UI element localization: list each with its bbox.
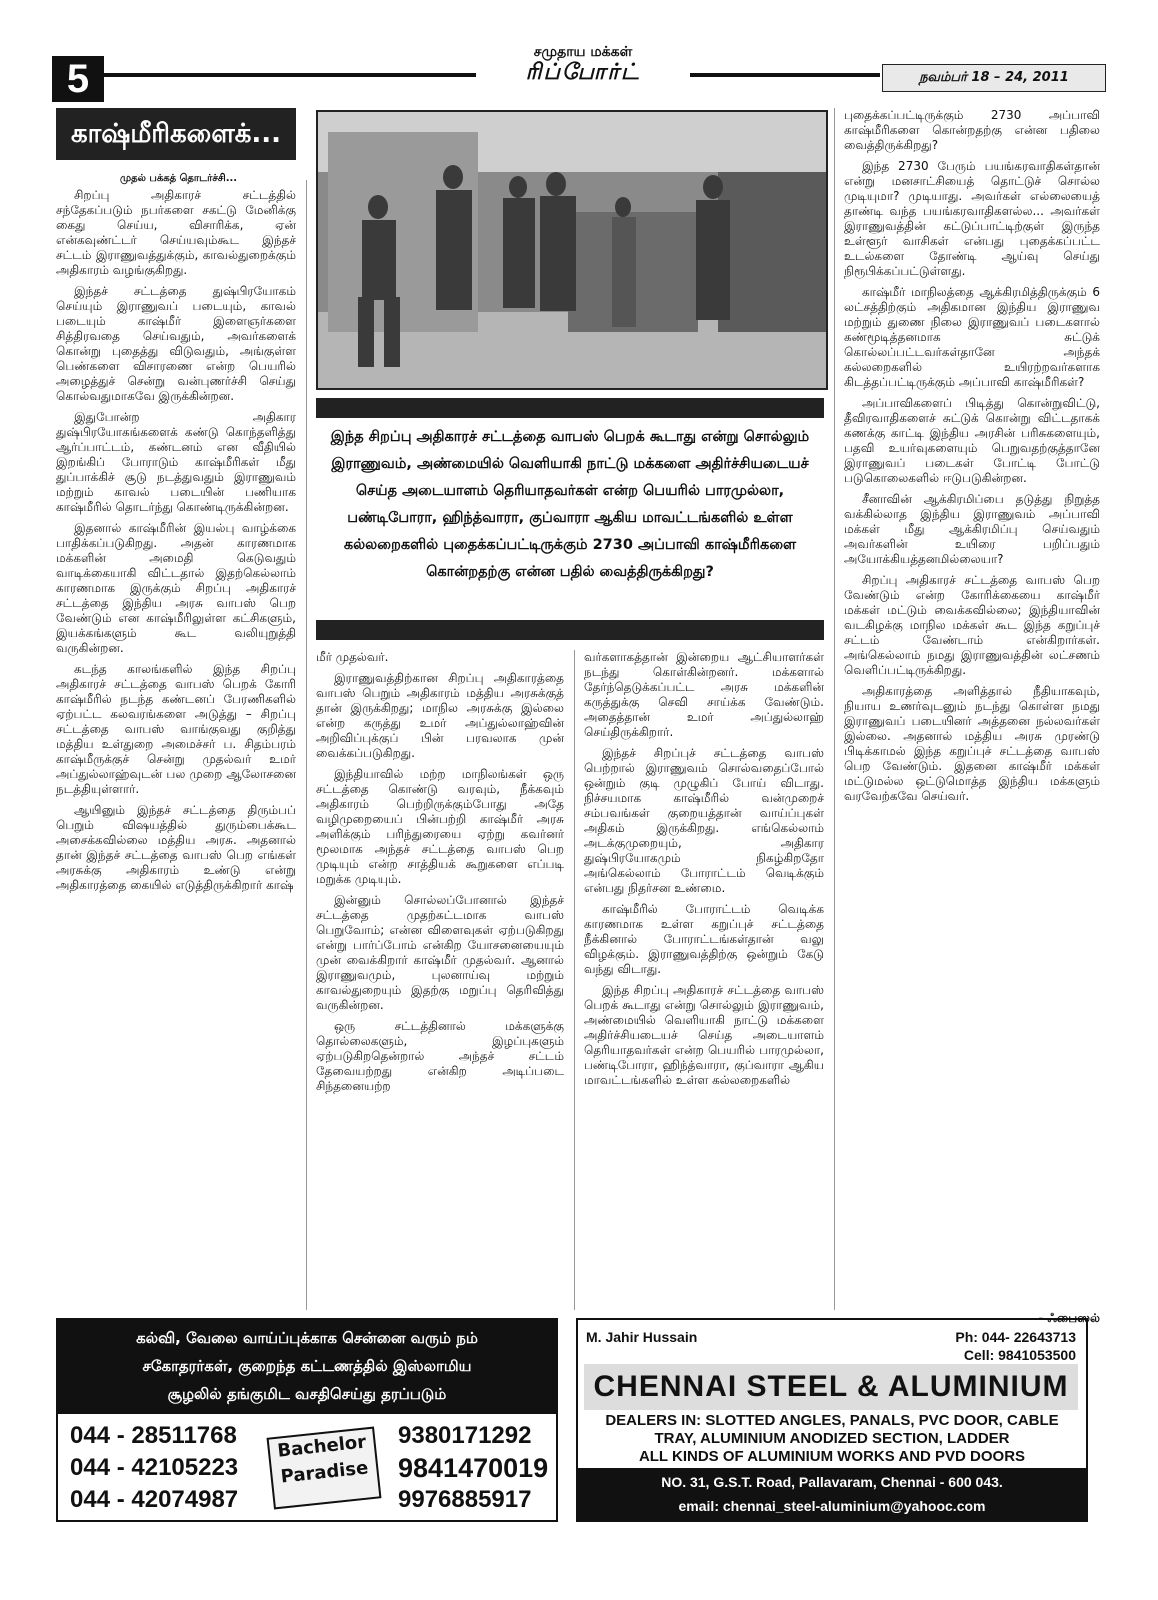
section-tag: காஷ்மீரிகளைக்...: [56, 108, 296, 160]
paragraph: அதிகாரத்தை அளித்தால் நீதியாகவும், நியாய உணர்வுடனும் நடந்து கொள்ள நமது இராணுவப் படையினர் அத்தனை நல்லவர்கள் இல்லை. அதனால் மத்திய அரசு முரண்டு பிடிக்காமல் இந்த கறுப்புச் சட்டத்தை வாபஸ் பெற வேண்டும். இதனை காஷ்மீர் மக்கள் மட்டுமல்ல ஒட்டுமொத்த இந்திய மக்களும் வரவேற்கவே செய்வர்.: [844, 684, 1100, 803]
company-address: NO. 31, G.S.T. Road, Pallavaram, Chennai - 600 043.: [661, 1474, 1003, 1490]
phone-number: 9841470019: [398, 1453, 549, 1483]
contact-cell: Cell: 9841053500: [963, 1347, 1076, 1363]
paragraph: அப்பாவிகளைப் பிடித்து கொன்றுவிட்டு, தீவிரவாதிகளைச் சுட்டுக் கொன்று விட்டதாகக் கணக்கு காட்டி இந்திய அரசின் பரிசுகளையும், பதவி உயர்வுகளையும் பெறுவதற்குத்தானே இராணுவப் படைகள் போட்டி போட்டு படுகொலைகளில் ஈடுபடுகின்றன.: [844, 396, 1100, 485]
paragraph: ஆயினும் இந்தச் சட்டத்தை திரும்பப் பெறும் விஷயத்தில் துரும்பைக்கூட அசைக்கவில்லை மத்திய அரசு. அதனால் தான் இந்தச் சட்டத்தை வாபஸ் பெற எங்கள் அரசுக்கு அதிகாரம் உண்டு என்று அதிகாரத்தை கையில் எடுத்திருக்கிறார் காஷ்: [56, 803, 296, 892]
paragraph: காஷ்மீர் மாநிலத்தை ஆக்கிரமித்திருக்கும் 6 லட்சத்திற்கும் அதிகமான இந்திய இராணுவ மற்றும் துணை நிலை இராணுவப் படைகளால் கண்மூடித்தனமாக சுட்டுக் கொல்லப்பட்டவர்கள்தானே அந்தக் கல்லறைகளில் உயிரற்றவர்களாக கிடத்தப்பட்டிருக்கும் அப்பாவி காஷ்மீரிகள்?: [844, 285, 1100, 389]
mobile-list: [398, 1420, 548, 1516]
bachelor-paradise-logo: [267, 1427, 382, 1510]
paragraph: இதனால் காஷ்மீரின் இயல்பு வாழ்க்கை பாதிக்கப்படுகிறது. அதன் காரணமாக மக்களின் அமைதி கெடுவதும் வாடிக்கையாகி விட்டதால் இதற்கெல்லாம் காரணமாக இருக்கும் சிறப்பு அதிகாரச் சட்டத்தை இந்திய அரசு வாபஸ் பெற வேண்டும் என காஷ்மீரிலுள்ள கட்சிகளும், இயக்கங்களும் கூட வலியுறுத்தி வருகின்றன.: [56, 521, 296, 655]
ad-headline-line: சூழலில் தங்குமிட வசதிசெய்து தரப்படும்: [167, 1385, 447, 1403]
masthead-top: சமுதாய மக்கள்: [533, 44, 633, 60]
ad-headline-line: கல்வி, வேலை வாய்ப்புக்காக சென்னை வரும் நம்: [136, 1329, 478, 1347]
article-column-4: [844, 108, 1100, 1310]
hostel-advertisement: [56, 1318, 558, 1522]
paragraph: காஷ்மீரில் போராட்டம் வெடிக்க காரணமாக உள்ள கறுப்புச் சட்டத்தை நீக்கினால் போராட்டங்கள்தான் வலு விழக்கும். இராணுவத்திற்கு ஒன்றும் கேடு வந்து விடாது.: [584, 902, 824, 976]
phone-number: 044 - 28511768: [70, 1422, 237, 1449]
paragraph: இதுபோன்ற அதிகார துஷ்பிரயோகங்களைக் கண்டு கொந்தளித்து ஆர்ப்பாட்டம், கண்டனம் என வீதியில் இறங்கிப் போராடும் காஷ்மீரிகள் மீது துப்பாக்கிச் சூடு நடத்துவதும் இராணுவம் மற்றும் காவல் படையின் பணியாக காஷ்மீரில் தொடர்ந்து கொண்டிருக்கின்றன.: [56, 410, 296, 514]
ad-headline-line: சகோதரர்கள், குறைந்த கட்டணத்தில் இஸ்லாமிய: [142, 1357, 472, 1375]
paragraph: சீனாவின் ஆக்கிரமிப்பை தடுத்து நிறுத்த வக்கில்லாத இந்திய இராணுவம் அப்பாவி மக்கள் மீது ஆக்கிரமிப்பு செய்வதும் அவர்களின் உயிரை பறிப்பதும் அயோக்கியத்தனமில்லையா?: [844, 492, 1100, 566]
paragraph: புதைக்கப்பட்டிருக்கும் 2730 அப்பாவி காஷ்மீரிகளை கொன்றதற்கு என்ன பதிலை வைத்திருக்கிறது?: [844, 108, 1100, 152]
paragraph: கடந்த காலங்களில் இந்த சிறப்பு அதிகாரச் சட்டத்தை வாபஸ் பெறக் கோரி காஷ்மீரில் நடந்த கண்டனப் பேரணிகளில் ஏற்பட்ட கலவரங்களை அடுத்து – சிறப்பு சட்டத்தை வாபஸ் வாங்குவது குறித்து மத்திய உள்துறை அமைச்சர் ப. சிதம்பரம் காஷ்மீருக்குச் சென்று முதல்வர் உமர் அப்துல்லாஹ்வுடன் பல முறை ஆலோசனை நடத்தியுள்ளார்.: [56, 662, 296, 796]
paragraph: இந்தச் சட்டத்தை துஷ்பிரயோகம் செய்யும் இராணுவப் படையும், காவல் படையும் காஷ்மீர் இளைஞர்களை சித்திரவதை செய்வதும், அவர்களைக் கொன்று புதைத்து விடுவதும், அங்குள்ள பெண்களை விசாரணை என்ற பெயரில் அழைத்துச் சென்று வன்புணர்ச்சி செய்து கொல்வதுமாகவே இருக்கின்றன.: [56, 284, 296, 403]
ad-headline: [58, 1320, 556, 1414]
article-column-1: [56, 188, 296, 1310]
paragraph: இந்த 2730 பேரும் பயங்கரவாதிகள்தான் என்று மனசாட்சியைத் தொட்டுச் சொல்ல முடியுமா? முடியாது. அவர்கள் எல்லையைத் தாண்டி வந்த பயங்கரவாதிகளல்ல... அவர்கள் இராணுவத்தின் கட்டுப்பாட்டிற்குள் இருந்த உள்ளூர் வாசிகள் என்பது புதைக்கப்பட்ட உடல்களை தோண்டி ஆய்வு செய்து நிரூபிக்கப்பட்டுள்ளது.: [844, 159, 1100, 278]
masthead: [478, 44, 688, 96]
paragraph: இந்த சிறப்பு அதிகாரச் சட்டத்தை வாபஸ் பெறக் கூடாது என்று சொல்லும் இராணுவம், அண்மையில் வெளியாகி நாட்டு மக்களை அதிர்ச்சியடையச் செய்த அடையாளம் தெரியாதவர்கள் என்ற பெயரில் பாரமுல்லா, பண்டிபோரா, ஹிந்த்வாரா, குப்வாரா ஆகிய மாவட்டங்களில் உள்ள கல்லறைகளில்: [584, 983, 824, 1087]
column-divider: [574, 650, 575, 1310]
header-rule-right: [690, 73, 880, 77]
dealers-line: DEALERS IN: SLOTTED ANGLES, PANALS, PVC DOOR, CABLE: [605, 1412, 1059, 1429]
paragraph: சிறப்பு அதிகாரச் சட்டத்தை வாபஸ் பெற வேண்டும் என்ற கோரிக்கையை காஷ்மீர் மக்கள் மட்டும் வைக்கவில்லை; இந்தியாவின் வடகிழக்கு மாநில மக்கள் கூட இந்த கறுப்புச் சட்டம் வேண்டாம் என்கிறார்கள். அங்கெல்லாம் நமது இராணுவத்தின் லட்சணம் வெளிப்பட்டிருக்கிறது.: [844, 573, 1100, 677]
issue-date: நவம்பர் 18 – 24, 2011: [882, 64, 1106, 92]
address-bar: [578, 1468, 1086, 1522]
paragraph: வர்களாகத்தான் இன்றைய ஆட்சியாளர்கள் நடந்து கொள்கின்றனர். மக்களால் தேர்ந்தெடுக்கப்பட்ட அரசு மக்களின் கருத்துக்கு செவி சாய்க்க வேண்டும். அதைத்தான் உமர் அப்துல்லாஹ் செய்திருக்கிறார்.: [584, 650, 824, 739]
contact-name: M. Jahir Hussain: [586, 1329, 698, 1345]
soldiers-photo-illustration: [318, 112, 826, 388]
article-column-2: [316, 650, 564, 1310]
column-divider: [834, 108, 835, 1310]
continued-note: முதல் பக்கத் தொடர்ச்சி...: [120, 173, 238, 184]
author-signature: - ஃபைஸல்: [1038, 1311, 1100, 1325]
paragraph: இந்தியாவில் மற்ற மாநிலங்கள் ஒரு சட்டத்தை கொண்டு வரவும், நீக்கவும் அதிகாரம் பெற்றிருக்கும்போது அதே வழிமுறையைப் பின்பற்றி காஷ்மீர் அரசு அளிக்கும் பரிந்துரையை ஏற்று கவர்னர் மூலமாக அந்தச் சட்டத்தை வாபஸ் பெற முடியும் என்ற சாத்தியக் கூறுகளை எப்படி மறுக்க முடியும்.: [316, 767, 564, 886]
company-email: email: chennai_steel-aluminium@yahooc.com: [678, 1498, 986, 1514]
header-rule-left: [104, 73, 476, 77]
pull-quote: இந்த சிறப்பு அதிகாரச் சட்டத்தை வாபஸ் பெறக் கூடாது என்று சொல்லும் இராணுவம், அண்மையில் வெளியாகி நாட்டு மக்களை அதிர்ச்சியடையச் செய்த அடையாளம் தெரியாதவர்கள் என்ற பெயரில் பாரமுல்லா, பண்டிபோரா, ஹிந்த்வாரா, குப்வாரா ஆகிய மாவட்டங்களில் உள்ள கல்லறைகளில் புதைக்கப்பட்டிருக்கும் 2730 அப்பாவி காஷ்மீரிகளை கொன்றதற்கு என்ன பதில் வைத்திருக்கிறது?: [330, 429, 810, 580]
dealers-line: ALL KINDS OF ALUMINIUM WORKS AND PVD DOORS: [638, 1448, 1026, 1465]
pull-quote-bar-bottom: [316, 620, 824, 640]
phone-number: 9976885917: [398, 1486, 532, 1513]
dealers-text: [582, 1412, 1082, 1466]
paragraph: சிறப்பு அதிகாரச் சட்டத்தில் சந்தேகப்படும் நபர்களை சகட்டு மேனிக்கு கைது செய்ய, விசாரிக்க, ஏன் என்கவுண்ட்டர் செய்யவும்கூட இந்தச் சட்டம் இராணுவத்துக்கும், காவல்துறைக்கும் அதிகாரம் வழங்குகிறது.: [56, 188, 296, 277]
paragraph: இராணுவத்திற்கான சிறப்பு அதிகாரத்தை வாபஸ் பெறும் அதிகாரம் மத்திய அரசுக்குத் தான் இருக்கிறது; மாநில அரசுக்கு இல்லை என்ற கருத்து உமர் அப்துல்லாஹ்வின் அறிவிப்புக்குப் பின் பரவலாக முன் வைக்கப்படுகிறது.: [316, 671, 564, 760]
page-number: 5: [52, 56, 104, 102]
landline-list: [70, 1420, 270, 1516]
paragraph: மீர் முதல்வர்.: [316, 650, 389, 664]
contact-phone: Ph: 044- 22643713: [955, 1329, 1076, 1345]
phone-number: 044 - 42105223: [70, 1454, 239, 1481]
paragraph: இந்தச் சிறப்புச் சட்டத்தை வாபஸ் பெற்றால் இராணுவம் சொல்வதைப்போல் ஒன்றும் குடி முழுகிப் போய் விடாது. நிச்சயமாக காஷ்மீரில் வன்முறைச் சம்பவங்கள் குறையத்தான் வாய்ப்புகள் அதிகம் இருக்கிறது. எங்கெல்லாம் அடக்குமுறையும், அதிகார துஷ்பிரயோகமும் நிகழ்கிறதோ அங்கெல்லாம் போராட்டம் வெடிக்கும் என்பது நிதர்சன உண்மை.: [584, 746, 824, 895]
dealers-line: TRAY, ALUMINIUM ANODIZED SECTION, LADDER: [654, 1430, 1010, 1447]
steel-advertisement: [576, 1318, 1088, 1522]
company-name: CHENNAI STEEL & ALUMINIUM: [584, 1364, 1078, 1410]
article-column-3: [584, 650, 824, 1310]
phone-number: 9380171292: [398, 1422, 532, 1449]
brand-line: Bachelor: [276, 1431, 368, 1462]
column-divider: [306, 180, 307, 1310]
phone-number: 044 - 42074987: [70, 1486, 239, 1513]
pull-quote-bar-top: [316, 398, 824, 418]
news-photo: [316, 110, 828, 390]
brand-line: Paradise: [279, 1457, 370, 1488]
paragraph: இன்னும் சொல்லப்போனால் இந்தச் சட்டத்தை முதற்கட்டமாக வாபஸ் பெறுவோம்; என்ன விளைவுகள் ஏற்படுகிறது என்று பார்ப்போம் என்கிற யோசனையையும் முன் வைக்கிறார் காஷ்மீர் முதல்வர். ஆனால் இராணுவமும், புலனாய்வு மற்றும் காவல்துறையும் இதற்கு மறுப்பு தெரிவித்து வருகின்றன.: [316, 893, 564, 1012]
masthead-bottom: ரிப்போர்ட்: [525, 59, 641, 85]
paragraph: ஒரு சட்டத்தினால் மக்களுக்கு தொல்லைகளும், இழப்புகளும் ஏற்படுகிறதென்றால் அந்தச் சட்டம் தேவையற்றது என்கிற அடிப்படை சிந்தனையற்ற: [316, 1019, 564, 1093]
